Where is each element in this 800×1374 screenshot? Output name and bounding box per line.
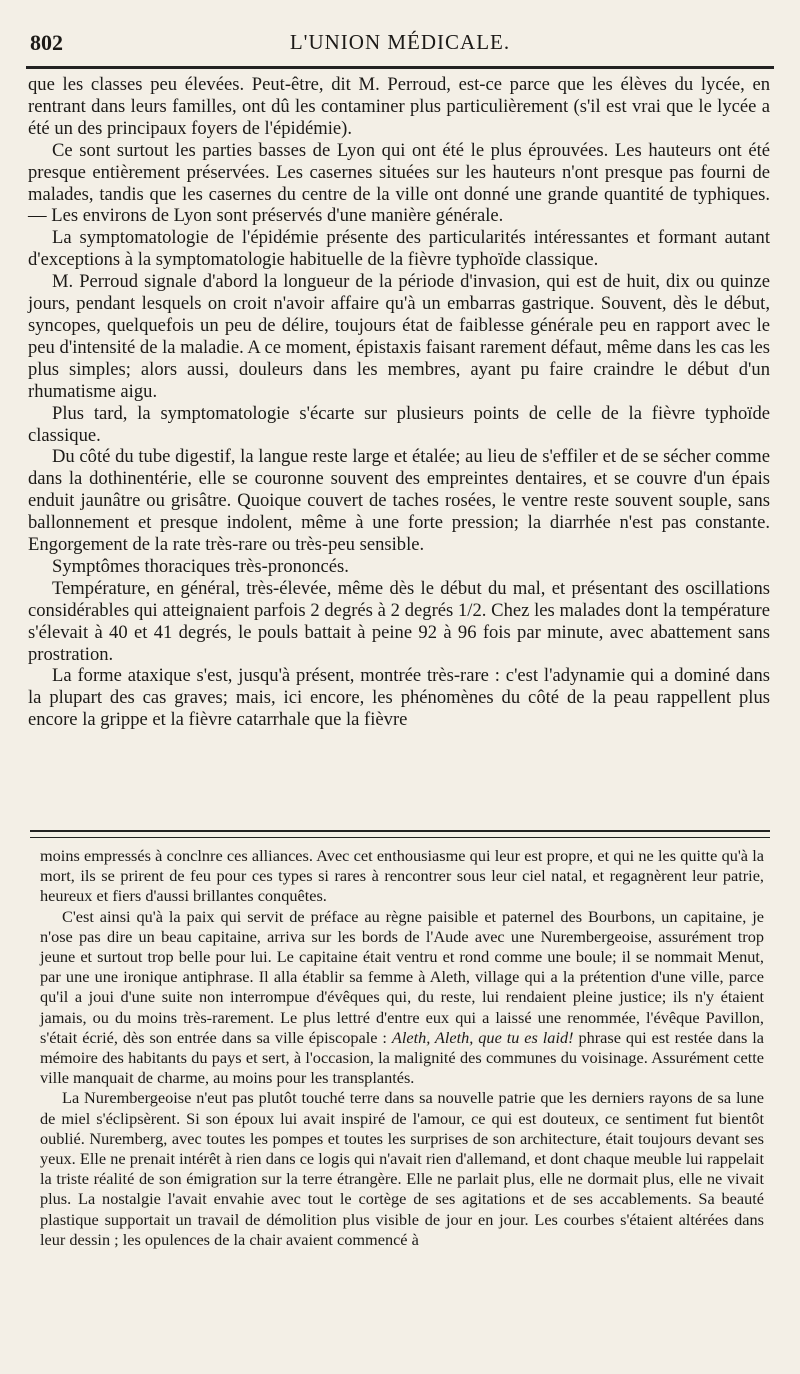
running-title: L'UNION MÉDICALE. bbox=[289, 30, 511, 54]
text-run: phrase qui est restée dans la mémoire des habitants du pays et sert, à l'occasion, la malignité des communes du voisinage. Assurément cette ville manquait de charme, au moins pour les transplantés. bbox=[40, 1027, 764, 1088]
paragraph: Plus tard, la symptomatologie s'écarte sur plusieurs points de celle de la fièvre typhoïde classique. bbox=[28, 402, 770, 446]
feuilleton-paragraph: La Nurembergeoise n'eut pas plutôt touché terre dans sa nouvelle patrie que les derniers rayons de sa lune de miel s'éclipsèrent. Si son époux lui avait inspiré de l'amour, ce qui est douteux, ce sentiment fut bientôt oublié. Nuremberg, avec toutes les pompes et toutes les surprises de son architecture, était toujours devant ses yeux. Elle ne prenait intérêt à rien dans ce logis qui n'avait rien d'allemand, et dont chaque meuble lui rappelait la triste réalité de son émigration sur la terre étrangère. Elle ne parlait plus, elle ne dormait plus, elle ne vivait plus. La nostalgie l'avait envahie avec tout le cortège de ses agitations et de ses accablements. Sa beauté plastique supportait un travail de démolition plus visible de jour en jour. Les courbes s'étaient altérées dans leur dessin ; les opulences de la chair avaient commencé à bbox=[40, 1088, 764, 1249]
feuilleton-paragraph bbox=[40, 907, 764, 1089]
header-rule bbox=[26, 66, 774, 69]
page-header bbox=[30, 22, 770, 62]
feuilleton-separator bbox=[30, 830, 770, 838]
paragraph: Température, en général, très-élevée, même dès le début du mal, et présentant des oscillations considérables qui atteignaient parfois 2 degrés à 2 degrés 1/2. Chez les malades dont la température s'élevait à 40 et 41 degrés, le pouls battait à peine 92 à 96 fois par minute, avec abattement sans prostration. bbox=[28, 577, 770, 665]
paragraph: Symptômes thoraciques très-prononcés. bbox=[52, 555, 349, 577]
italic-quote: Aleth, Aleth, que tu es laid! bbox=[391, 1027, 574, 1047]
paragraph: La forme ataxique s'est, jusqu'à présent, montrée très-rare : c'est l'adynamie qui a dominé dans la plupart des cas graves; mais, ici encore, les phénomènes du côté de la peau rappellent plus encore la grippe et la fièvre catarrhale que la fièvre bbox=[28, 665, 770, 731]
paragraph: que les classes peu élevées. Peut-être, dit M. Perroud, est-ce parce que les élèves du lycée, en rentrant dans leurs familles, ont dû les contaminer plus particulièrement (s'il est vrai que le lycée a été un des principaux foyers de l'épidémie). bbox=[28, 74, 770, 139]
page-number: 802 bbox=[30, 30, 63, 55]
paragraph: Du côté du tube digestif, la langue reste large et étalée; au lieu de s'effiler et de se sécher comme dans la dothinentérie, elle se couronne souvent des empreintes dentaires, et se couvre d'un épais enduit jaunâtre ou grisâtre. Quoique couvert de taches rosées, le ventre reste souvent souple, sans ballonnement et presque indolent, même à une forte pression; la diarrhée n'est pas constante. Engorgement de la rate très-rare ou très-peu sensible. bbox=[28, 446, 770, 556]
paragraph: La symptomatologie de l'épidémie présente des particularités intéressantes et formant autant d'exceptions à la symptomatologie habituelle de la fièvre typhoïde classique. bbox=[28, 227, 770, 271]
feuilleton-paragraph: moins empressés à conclnre ces alliances. Avec cet enthousiasme qui leur est propre, et qui ne les quitte qu'à la mort, ils se prirent de feu pour ces types si rares à rencontrer sous leur ciel natal, et regagnèrent leur patrie, heureux et fiers d'aussi brillantes conquêtes. bbox=[40, 846, 764, 906]
main-article bbox=[28, 74, 770, 731]
paragraph: M. Perroud signale d'abord la longueur de la période d'invasion, qui est de huit, dix ou quinze jours, pendant lesquels on croit n'avoir affaire qu'à un embarras gastrique. Souvent, dès le début, syncopes, quelquefois un peu de délire, toujours état de faiblesse générale peu en rapport avec le peu d'intensité de la maladie. A ce moment, épistaxis faisant rarement défaut, même dans les cas les plus simples; alors aussi, douleurs dans les membres, ayant pu faire craindre le début d'un rhumatisme aigu. bbox=[28, 271, 770, 402]
feuilleton bbox=[40, 846, 764, 1250]
paragraph: Ce sont surtout les parties basses de Lyon qui ont été le plus éprouvées. Les hauteurs ont été presque entièrement préservées. Les casernes situées sur les hauteurs n'ont presque pas fourni de malades, tandis que les casernes du centre de la ville ont donné une grande quantité de typhiques. — Les environs de Lyon sont préservés d'une manière générale. bbox=[28, 139, 770, 227]
text-run: C'est ainsi qu'à la paix qui servit de préface au règne paisible et paternel des Bourbons, un capitaine, je n'ose pas dire un beau capitaine, arriva sur les bords de l'Aude avec une Nurembergeoise, assurément trop jeune et surtout trop belle pour lui. Le capitaine était ventru et rond comme une boule; il se nommait Menut, par une une ironique antiphrase. Il alla établir sa femme à Aleth, village qui a la prétention d'une ville, parce qu'il a joui d'une suite non interrompue d'évêques qui, du reste, lui rendaient pleine justice; ils n'y étaient jamais, ou du moins très-rarement. Le plus lettré d'entre eux qui a laissé une renommée, l'évêque Pavillon, s'était écrié, dès son entrée dans sa ville épiscopale : bbox=[40, 906, 764, 1047]
